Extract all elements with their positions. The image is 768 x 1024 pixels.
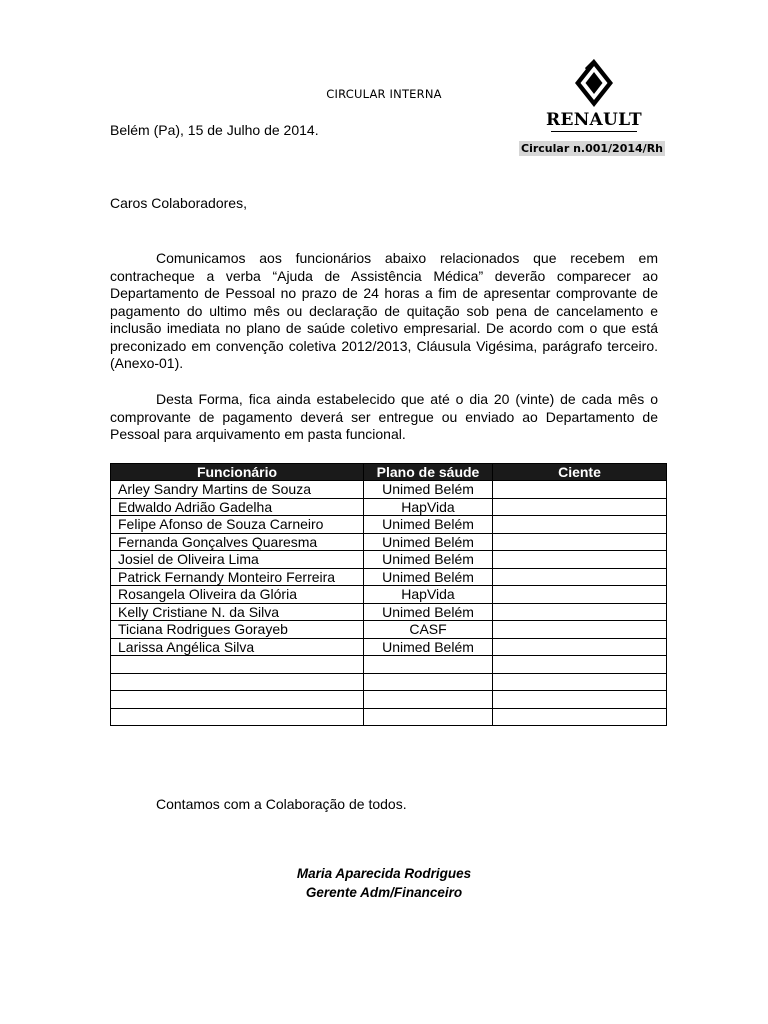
cell-ciente[interactable] (493, 673, 667, 691)
cell-funcionario: Rosangela Oliveira da Glória (111, 586, 364, 604)
cell-funcionario: Fernanda Gonçalves Quaresma (111, 533, 364, 551)
paragraph-1-text: Comunicamos aos funcionários abaixo relacionados que recebem em contracheque a verba “Ajuda de Assistência Médica” deverão comparecer ao Departamento de Pessoal no prazo de 24 horas a fim de apresentar comprovante de pagamento do ultimo mês ou declaração de quitação sob pena de cancelamento e inclusão imediata no plano de saúde coletivo empresarial. De acordo com o que está preconizado em convenção coletiva 2012/2013, Cláusula Vigésima, parágrafo terceiro. (Anexo-01). (110, 250, 658, 371)
cell-ciente[interactable] (493, 568, 667, 586)
paragraph-1 (110, 250, 658, 373)
table-row (111, 656, 667, 674)
cell-funcionario: Ticiana Rodrigues Gorayeb (111, 621, 364, 639)
cell-plano: HapVida (364, 586, 493, 604)
cell-ciente[interactable] (493, 708, 667, 726)
cell-plano: Unimed Belém (364, 603, 493, 621)
table-row (111, 708, 667, 726)
cell-plano: Unimed Belém (364, 481, 493, 499)
paragraph-2 (110, 391, 658, 444)
cell-plano (364, 656, 493, 674)
cell-plano: Unimed Belém (364, 551, 493, 569)
cell-plano (364, 673, 493, 691)
cell-funcionario: Arley Sandry Martins de Souza (111, 481, 364, 499)
cell-plano (364, 691, 493, 709)
cell-ciente[interactable] (493, 691, 667, 709)
table-row (111, 638, 667, 656)
table-row (111, 673, 667, 691)
col-header-ciente: Ciente (493, 464, 667, 481)
cell-plano: Unimed Belém (364, 568, 493, 586)
cell-ciente[interactable] (493, 481, 667, 499)
signature-role: Gerente Adm/Financeiro (305, 885, 463, 900)
cell-ciente[interactable] (493, 498, 667, 516)
document-title: CIRCULAR INTERNA (326, 87, 442, 101)
col-header-funcionario: Funcionário (111, 464, 364, 481)
table-row (111, 568, 667, 586)
table-header-row (111, 464, 667, 481)
table-row (111, 533, 667, 551)
cell-plano: Unimed Belém (364, 638, 493, 656)
cell-ciente[interactable] (493, 621, 667, 639)
cell-plano (364, 708, 493, 726)
cell-plano: Unimed Belém (364, 516, 493, 534)
cell-ciente[interactable] (493, 551, 667, 569)
table-row (111, 516, 667, 534)
cell-plano: HapVida (364, 498, 493, 516)
cell-funcionario (111, 673, 364, 691)
table-row (111, 551, 667, 569)
cell-ciente[interactable] (493, 638, 667, 656)
table-row (111, 586, 667, 604)
circular-reference: Circular n.001/2014/Rh (521, 142, 663, 155)
cell-ciente[interactable] (493, 656, 667, 674)
cell-funcionario: Felipe Afonso de Souza Carneiro (111, 516, 364, 534)
col-header-plano: Plano de sáude (364, 464, 493, 481)
greeting: Caros Colaboradores, (110, 195, 247, 211)
closing-line: Contamos com a Colaboração de todos. (156, 796, 407, 812)
renault-logo (546, 58, 642, 132)
cell-funcionario: Patrick Fernandy Monteiro Ferreira (111, 568, 364, 586)
cell-ciente[interactable] (493, 586, 667, 604)
cell-plano: Unimed Belém (364, 533, 493, 551)
cell-funcionario (111, 708, 364, 726)
cell-funcionario: Edwaldo Adrião Gadelha (111, 498, 364, 516)
renault-diamond-icon (573, 58, 615, 108)
table-row (111, 498, 667, 516)
cell-funcionario: Kelly Cristiane N. da Silva (111, 603, 364, 621)
cell-funcionario: Josiel de Oliveira Lima (111, 551, 364, 569)
brand-underline (551, 131, 637, 132)
table-row (111, 603, 667, 621)
dateline: Belém (Pa), 15 de Julho de 2014. (110, 122, 319, 138)
table-row (111, 481, 667, 499)
cell-ciente[interactable] (493, 533, 667, 551)
cell-ciente[interactable] (493, 603, 667, 621)
cell-funcionario (111, 656, 364, 674)
cell-funcionario: Larissa Angélica Silva (111, 638, 364, 656)
paragraph-2-text: Desta Forma, fica ainda estabelecido que até o dia 20 (vinte) de cada mês o comprovante de pagamento deverá ser entregue ou enviado ao Departamento de Pessoal para arquivamento em pasta funcional. (110, 391, 658, 442)
cell-funcionario (111, 691, 364, 709)
cell-plano: CASF (364, 621, 493, 639)
table-row (111, 621, 667, 639)
table-row (111, 691, 667, 709)
signature-name: Maria Aparecida Rodrigues (296, 866, 472, 881)
brand-name: RENAULT (546, 110, 642, 130)
employee-table (110, 463, 667, 726)
cell-ciente[interactable] (493, 516, 667, 534)
